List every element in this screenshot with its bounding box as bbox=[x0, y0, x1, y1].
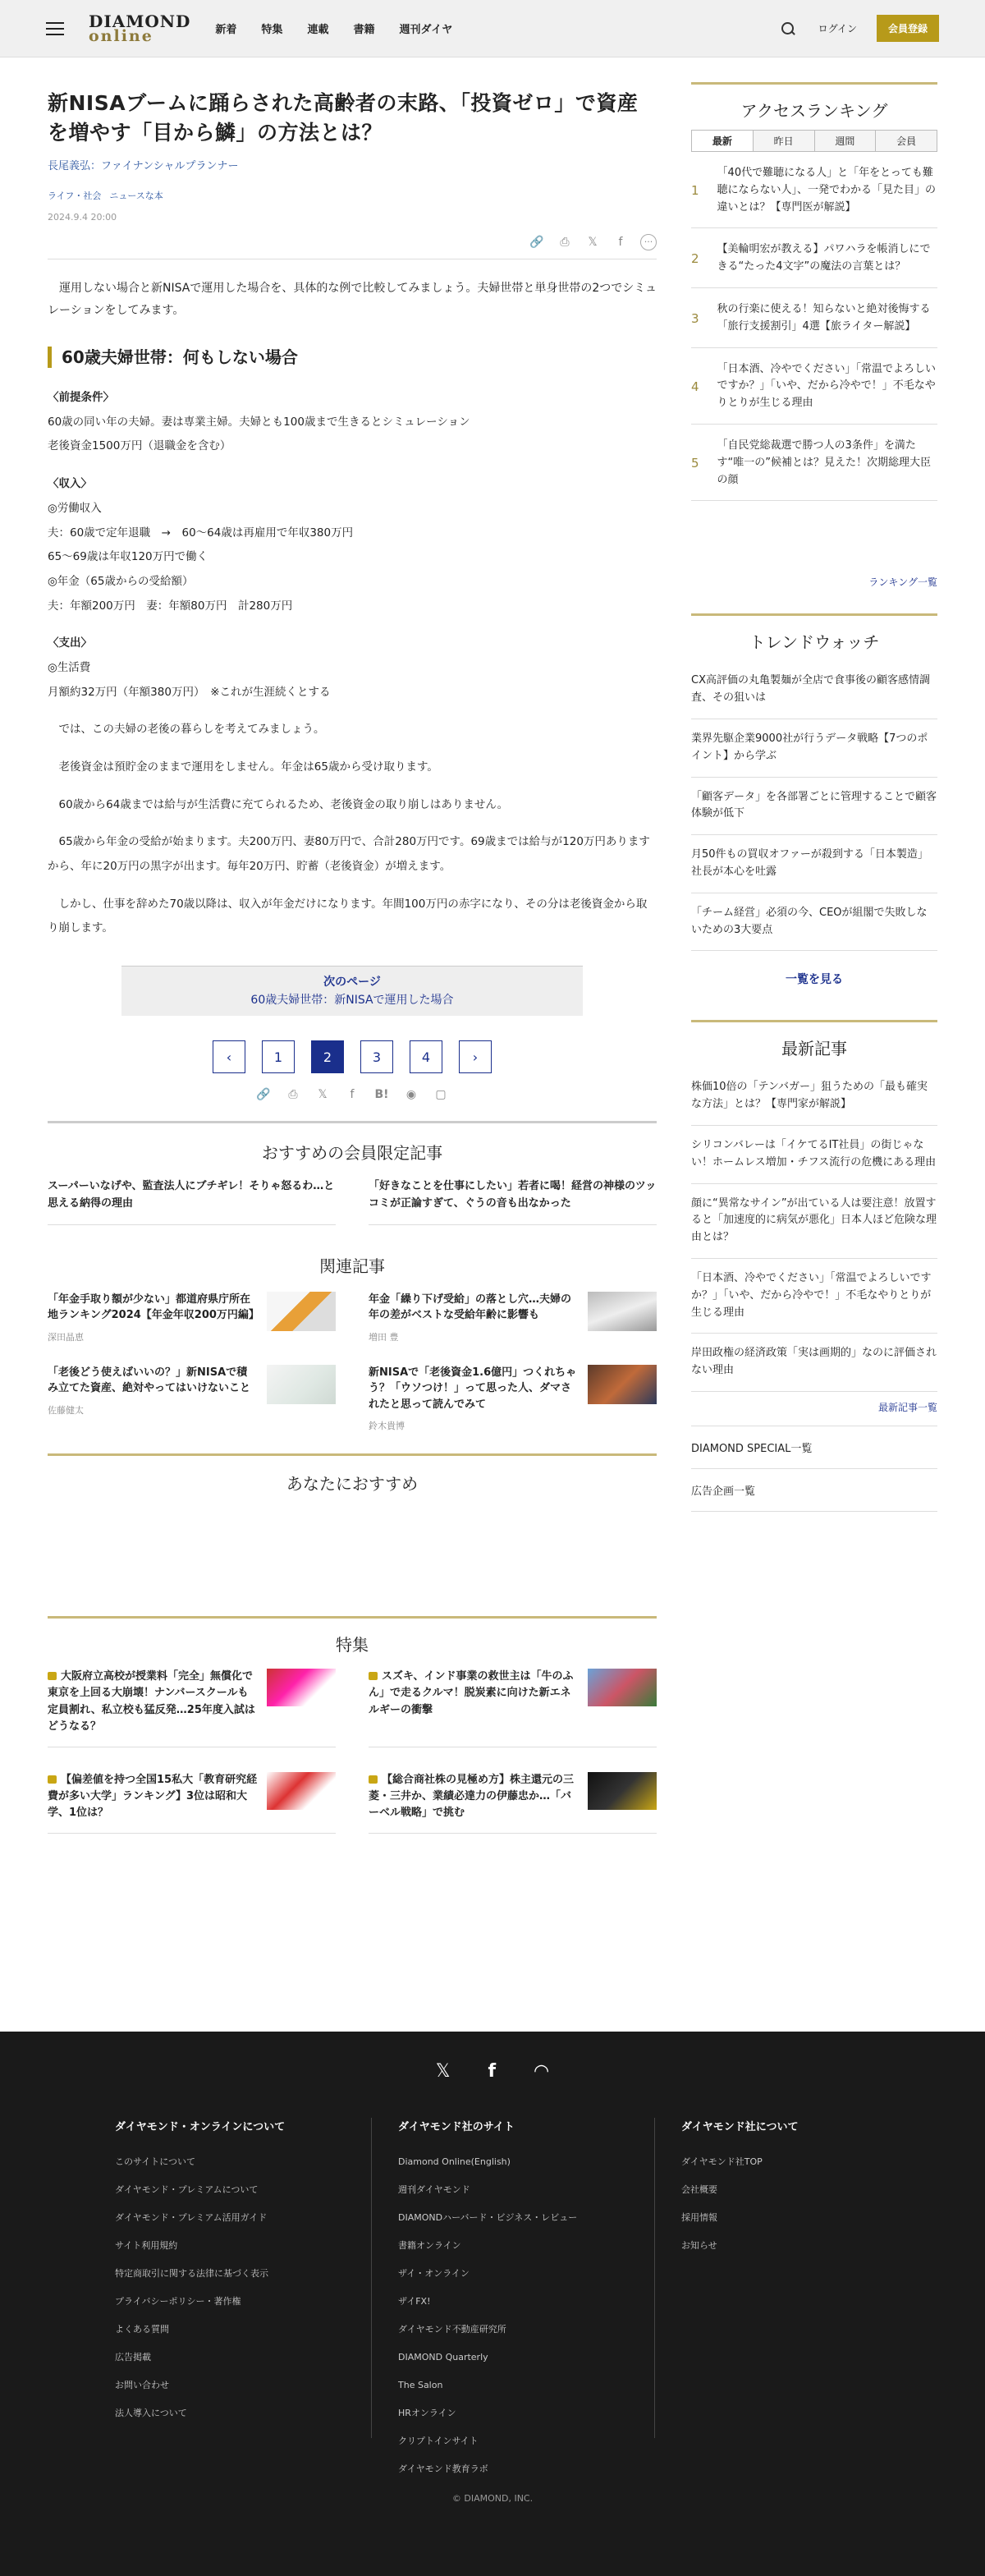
footer-col3-heading: ダイヤモンド社について bbox=[681, 2121, 799, 2133]
publish-date: 2024.9.4 20:00 bbox=[48, 211, 117, 223]
footer-link[interactable]: 週刊ダイヤモンド bbox=[398, 2184, 470, 2195]
footer-col2-heading: ダイヤモンド社のサイト bbox=[398, 2121, 515, 2133]
footer-link[interactable]: DIAMONDハーバード・ビジネス・レビュー bbox=[398, 2212, 578, 2223]
footer-link[interactable]: ダイヤモンド・プレミアム活用ガイド bbox=[115, 2212, 268, 2223]
member-articles bbox=[48, 1178, 657, 1225]
body-line: ◎年金（65歳からの受給額） bbox=[48, 574, 194, 588]
lock-icon bbox=[369, 1775, 378, 1784]
login-link[interactable]: ログイン bbox=[818, 23, 857, 34]
footer-link[interactable]: 法人導入について bbox=[115, 2408, 187, 2418]
tokushu-thumbnail bbox=[588, 1772, 657, 1810]
site-header bbox=[0, 0, 985, 57]
related-title: 年金「繰り下げ受給」の落とし穴…夫婦の年の差がベストな受給年齢に影響も bbox=[369, 1293, 572, 1322]
related-author: 佐藤健太 bbox=[48, 1404, 84, 1416]
related-author: 増田 豊 bbox=[369, 1331, 399, 1343]
tokushu-articles bbox=[48, 1669, 657, 1834]
more-icon[interactable]: ··· bbox=[640, 234, 657, 250]
body-line: ◎生活費 bbox=[48, 660, 91, 674]
body-line: ◎労働収入 bbox=[48, 501, 102, 515]
article-body bbox=[48, 386, 657, 941]
hatena-icon[interactable]: B! bbox=[374, 1088, 389, 1102]
tab-weekly[interactable]: 週間 bbox=[814, 131, 876, 151]
footer-link[interactable]: 会社概要 bbox=[681, 2184, 717, 2195]
footer-link[interactable]: サイト利用規約 bbox=[115, 2240, 178, 2251]
related-thumbnail bbox=[588, 1292, 657, 1331]
for-you-heading: あなたにおすすめ bbox=[286, 1474, 419, 1495]
register-button[interactable]: 会員登録 bbox=[877, 15, 939, 42]
body-line: 夫：年額200万円 妻：年額80万円 計280万円 bbox=[48, 599, 293, 613]
related-heading: 関連記事 bbox=[319, 1256, 385, 1276]
latest-item[interactable]: 「日本酒、冷やでください」「常温でよろしいですか？」「いや、だから冷やで！」不毛なやりとりが生じる理由 bbox=[691, 1259, 937, 1334]
footer-link[interactable]: ダイヤモンド社TOP bbox=[681, 2156, 763, 2167]
ad-link[interactable]: 広告企画一覧 bbox=[691, 1469, 937, 1512]
pagination bbox=[48, 1040, 657, 1073]
lock-icon bbox=[48, 1775, 57, 1784]
member-article[interactable]: 「好きなことを仕事にしたい」若者に喝！経営の神様のツッコミが正論すぎて、ぐうの音も出なかった bbox=[369, 1178, 657, 1225]
footer-link[interactable]: DIAMOND Quarterly bbox=[398, 2352, 488, 2362]
sidebar bbox=[691, 57, 937, 1834]
page-3-button[interactable]: 3 bbox=[360, 1040, 393, 1073]
author-link[interactable]: 長尾義弘：ファイナンシャルプランナー bbox=[48, 159, 239, 172]
search-icon[interactable] bbox=[781, 21, 795, 36]
body-line: 老後資金1500万円（退職金を含む） bbox=[48, 439, 231, 453]
ranking-item[interactable]: 3 秋の行楽に使える！知らないと絶対後悔する「旅行支援割引」4選【旅ライター解説】 bbox=[691, 288, 937, 348]
ranking-item[interactable]: 1 「40代で難聴になる人」と「年をとっても難聴にならない人」、一発でわかる「見た目」の違いとは？【専門医が解説】 bbox=[691, 152, 937, 228]
x-icon[interactable]: 𝕏 bbox=[435, 2061, 451, 2082]
site-logo[interactable]: DIAMOND online bbox=[89, 11, 191, 45]
facebook-icon[interactable]: f bbox=[488, 2061, 497, 2082]
tab-member[interactable]: 会員 bbox=[875, 131, 937, 151]
tokushu-title: 【偏差値を持つ全国15私大「教育研究経費が多い大学」ランキング】3位は昭和大学、1位は？ bbox=[48, 1773, 258, 1820]
article-title: 新NISAブームに踊らされた高齢者の末路、「投資ゼロ」で資産を増やす「目から鱗」の方法とは？ bbox=[48, 91, 639, 145]
tab-yesterday[interactable]: 昨日 bbox=[753, 131, 814, 151]
clip-icon[interactable]: 🔗 bbox=[256, 1088, 271, 1102]
footer-link[interactable]: 採用情報 bbox=[681, 2212, 717, 2223]
paragraph: しかし、仕事を辞めた70歳以降は、収入が年金だけになります。年間100万円の赤字になり、その分は老後資金から取り崩します。 bbox=[48, 897, 648, 935]
trend-item[interactable]: 「チーム経営」必須の今、CEOが組閣で失敗しないための3大要点 bbox=[691, 893, 937, 952]
related-author: 鈴木貴博 bbox=[369, 1421, 405, 1432]
related-item[interactable] bbox=[369, 1365, 657, 1433]
footer-link[interactable]: ザイ・オンライン bbox=[398, 2268, 470, 2279]
tokushu-item[interactable] bbox=[48, 1772, 336, 1834]
next-page-title: 60歳夫婦世帯：新NISAで運用した場合 bbox=[250, 994, 454, 1008]
footer-link[interactable]: お知らせ bbox=[681, 2240, 717, 2251]
related-thumbnail bbox=[267, 1292, 336, 1331]
clip-icon[interactable]: 🔗 bbox=[529, 235, 544, 249]
tokushu-heading: 特集 bbox=[336, 1635, 369, 1655]
related-thumbnail bbox=[267, 1365, 336, 1404]
article-main bbox=[48, 57, 657, 1834]
lock-icon bbox=[369, 1672, 378, 1680]
paragraph: 60歳から64歳までは給与が生活費に充てられるため、老後資金の取り崩しはありません。 bbox=[58, 797, 509, 811]
body-line: 60歳の同い年の夫婦。妻は専業主婦。夫婦とも100歳まで生きるとシミュレーション bbox=[48, 415, 470, 429]
latest-more-link[interactable]: 最新記事一覧 bbox=[691, 1400, 937, 1426]
trend-item[interactable]: CX高評価の丸亀製麺が全店で食事後の顧客感情調査、その狙いは bbox=[691, 661, 937, 719]
latest-item[interactable]: シリコンバレーは「イケてるIT社員」の街じゃない！ホームレス増加・チフス流行の危機にある理由 bbox=[691, 1126, 937, 1184]
next-page-box[interactable] bbox=[121, 966, 583, 1016]
ranking-item[interactable]: 4 「日本酒、冷やでください」「常温でよろしいですか？」「いや、だから冷やで！」不毛なやりとりが生じる理由 bbox=[691, 348, 937, 425]
ranking-heading: アクセスランキング bbox=[740, 101, 888, 121]
footer-link[interactable]: お問い合わせ bbox=[115, 2380, 169, 2390]
paragraph: 65歳から年金の受給が始まります。夫200万円、妻80万円で、合計280万円です。69歳までは給与が120万円ありますから、年に20万円の黒字が出ます。毎年20万円、貯蓄（老後資金）が増えます。 bbox=[48, 835, 650, 874]
tokushu-thumbnail bbox=[267, 1772, 336, 1810]
ranking-more-link[interactable]: ランキング一覧 bbox=[868, 576, 937, 589]
footer-link[interactable]: HRオンライン bbox=[398, 2408, 456, 2418]
footer-link[interactable]: ダイヤモンド不動産研究所 bbox=[398, 2324, 506, 2335]
global-nav bbox=[215, 21, 780, 36]
member-section-heading: おすすめの会員限定記事 bbox=[261, 1143, 443, 1164]
special-link[interactable]: DIAMOND SPECIAL一覧 bbox=[691, 1426, 937, 1469]
block-heading: 〈前提条件〉 bbox=[48, 391, 114, 405]
related-articles bbox=[48, 1292, 657, 1433]
related-item[interactable] bbox=[48, 1365, 336, 1433]
nav-new[interactable]: 新着 bbox=[215, 24, 237, 36]
footer-col1-heading: ダイヤモンド・オンラインについて bbox=[115, 2121, 286, 2133]
related-title: 「年金手取り額が少ない」都道府県庁所在地ランキング2024【年金年収200万円編】 bbox=[48, 1293, 259, 1322]
tokushu-title: 大阪府立高校が授業料「完全」無償化で東京を上回る大崩壊！ナンバースクールも定員割れ、私立校も猛反発…25年度入試はどうなる？ bbox=[48, 1670, 255, 1733]
latest-item[interactable]: 顔に“異常なサイン”が出ている人は要注意！放置すると「加速度的に病気が悪化」日本人ほど危険な理由とは？ bbox=[691, 1184, 937, 1259]
ranking-item[interactable]: 5 「自民党総裁選で勝つ人の3条件」を満たす“唯一の”候補とは？見えた！次期総理大臣の顔 bbox=[691, 425, 937, 501]
member-article[interactable]: スーパーいなげや、監査法人にブチギレ！そりゃ怒るわ…と思える納得の理由 bbox=[48, 1178, 336, 1225]
x-share-icon[interactable]: 𝕏 bbox=[588, 235, 598, 249]
footer-link[interactable]: このサイトについて bbox=[115, 2156, 196, 2167]
pocket-icon[interactable]: ▢ bbox=[435, 1088, 447, 1102]
lock-icon bbox=[48, 1672, 57, 1680]
related-title: 「老後どう使えばいいの？」新NISAで積み立てた資産、絶対やってはいけないこと bbox=[48, 1366, 251, 1395]
latest-item[interactable]: 株価10倍の「テンバガー」狙うための「最も確実な方法」とは？【専門家が解説】 bbox=[691, 1068, 937, 1126]
footer-link[interactable]: The Salon bbox=[398, 2380, 443, 2390]
footer-link[interactable]: 特定商取引に関する法律に基づく表示 bbox=[115, 2268, 268, 2279]
footer-divider bbox=[654, 2118, 655, 2438]
rss-icon[interactable]: ◠ bbox=[534, 2061, 550, 2082]
latest-item[interactable]: 岸田政権の経済政策「実は画期的」なのに評価されない理由 bbox=[691, 1334, 937, 1392]
page-4-button[interactable]: 4 bbox=[410, 1040, 442, 1073]
for-you-area bbox=[48, 1509, 657, 1591]
tokushu-title: 【総合商社株の見極め方】株主還元の三菱・三井か、業績必達力の伊藤忠か…「バーベル戦略」で挑む bbox=[369, 1773, 575, 1820]
site-footer bbox=[0, 2032, 985, 2576]
tokushu-item[interactable] bbox=[369, 1772, 657, 1834]
print-icon[interactable]: ⎙ bbox=[560, 235, 570, 249]
trend-more-link[interactable]: 一覧を見る bbox=[786, 973, 843, 987]
latest-heading: 最新記事 bbox=[781, 1039, 847, 1059]
ranking-item[interactable]: 2 【美輪明宏が教える】パワハラを帳消しにできる“たった4文字”の魔法の言葉とは？ bbox=[691, 228, 937, 288]
facebook-share-icon[interactable]: f bbox=[350, 1088, 355, 1102]
footer-link[interactable]: よくある質問 bbox=[115, 2324, 169, 2335]
related-author: 深田晶恵 bbox=[48, 1331, 84, 1343]
nav-series[interactable]: 連載 bbox=[307, 24, 329, 36]
category-news-book[interactable]: ニュースな本 bbox=[109, 190, 163, 201]
tokushu-item[interactable] bbox=[369, 1669, 657, 1747]
share-bar-bottom bbox=[48, 1086, 657, 1123]
section-heading: 60歳夫婦世帯：何もしない場合 bbox=[48, 347, 657, 368]
paragraph: 老後資金は預貯金のままで運用をしません。年金は65歳から受け取ります。 bbox=[58, 760, 438, 774]
x-share-icon[interactable]: 𝕏 bbox=[318, 1088, 328, 1102]
related-item[interactable] bbox=[369, 1292, 657, 1343]
tokushu-thumbnail bbox=[588, 1669, 657, 1706]
body-line: 65～69歳は年収120万円で働く bbox=[48, 550, 208, 564]
facebook-share-icon[interactable]: f bbox=[618, 235, 623, 249]
menu-icon[interactable] bbox=[46, 22, 64, 35]
ranking-tabs bbox=[691, 130, 937, 152]
article-lead: 運用しない場合と新NISAで運用した場合を、具体的な例で比較してみましょう。夫婦世帯と単身世帯の2つでシミュレーションをしてみます。 bbox=[48, 281, 657, 317]
tokushu-thumbnail bbox=[267, 1669, 336, 1706]
nav-books[interactable]: 書籍 bbox=[353, 24, 375, 36]
body-line: 夫：60歳で定年退職 → 60～64歳は再雇用で年収380万円 bbox=[48, 526, 354, 540]
trend-heading: トレンドウォッチ bbox=[749, 632, 880, 653]
trend-item[interactable]: 月50件もの買収オファーが殺到する「日本製造」社長が本心を吐露 bbox=[691, 835, 937, 893]
tokushu-item[interactable] bbox=[48, 1669, 336, 1747]
category-life[interactable]: ライフ・社会 bbox=[48, 190, 102, 201]
related-thumbnail bbox=[588, 1365, 657, 1404]
related-item[interactable] bbox=[48, 1292, 336, 1343]
tokushu-title: スズキ、インド事業の救世主は「牛のふん」で走るクルマ！脱炭素に向けた新エネルギーの衝撃 bbox=[369, 1670, 574, 1716]
page-1-button[interactable]: 1 bbox=[262, 1040, 295, 1073]
trend-item[interactable]: 業界先駆企業9000社が行うデータ戦略【7つのポイント】から学ぶ bbox=[691, 719, 937, 778]
footer-divider bbox=[371, 2118, 372, 2438]
trend-item[interactable]: 「顧客データ」を各部署ごとに管理することで顧客体験が低下 bbox=[691, 778, 937, 836]
line-icon[interactable]: ◉ bbox=[405, 1088, 417, 1102]
share-bar-top bbox=[48, 234, 657, 259]
block-heading: 〈収入〉 bbox=[48, 477, 92, 491]
next-page-label: 次のページ bbox=[323, 976, 381, 990]
footer-link[interactable]: ダイヤモンド・プレミアムについて bbox=[115, 2184, 259, 2195]
paragraph: では、この夫婦の老後の暮らしを考えてみましょう。 bbox=[58, 723, 325, 737]
nav-feature[interactable]: 特集 bbox=[261, 24, 283, 36]
nav-weekly[interactable]: 週刊ダイヤ bbox=[399, 24, 453, 36]
footer-link[interactable]: Diamond Online(English) bbox=[398, 2156, 511, 2167]
block-heading: 〈支出〉 bbox=[48, 636, 92, 650]
copyright: © DIAMOND, INC. bbox=[451, 2493, 534, 2504]
print-icon[interactable]: ⎙ bbox=[288, 1088, 298, 1102]
footer-link[interactable]: 書籍オンライン bbox=[398, 2240, 461, 2251]
footer-link[interactable]: プライバシーポリシー・著作権 bbox=[115, 2296, 241, 2307]
related-title: 新NISAで「老後資金1.6億円」つくれちゃう？「ウソつけ！」って思った人、ダマされたと思って読んでみて bbox=[369, 1366, 577, 1411]
footer-link[interactable]: クリプトインサイト bbox=[398, 2436, 479, 2446]
tab-latest[interactable]: 最新 bbox=[692, 131, 753, 151]
footer-link[interactable]: ザイFX! bbox=[398, 2296, 431, 2307]
page-2-button[interactable]: 2 bbox=[311, 1040, 344, 1073]
body-line: 月額約32万円（年額380万円） ※これが生涯続くとする bbox=[48, 685, 331, 699]
footer-link[interactable]: ダイヤモンド教育ラボ bbox=[398, 2464, 488, 2474]
footer-link[interactable]: 広告掲載 bbox=[115, 2352, 151, 2362]
next-page-button[interactable]: › bbox=[459, 1040, 492, 1073]
prev-page-button[interactable]: ‹ bbox=[213, 1040, 245, 1073]
